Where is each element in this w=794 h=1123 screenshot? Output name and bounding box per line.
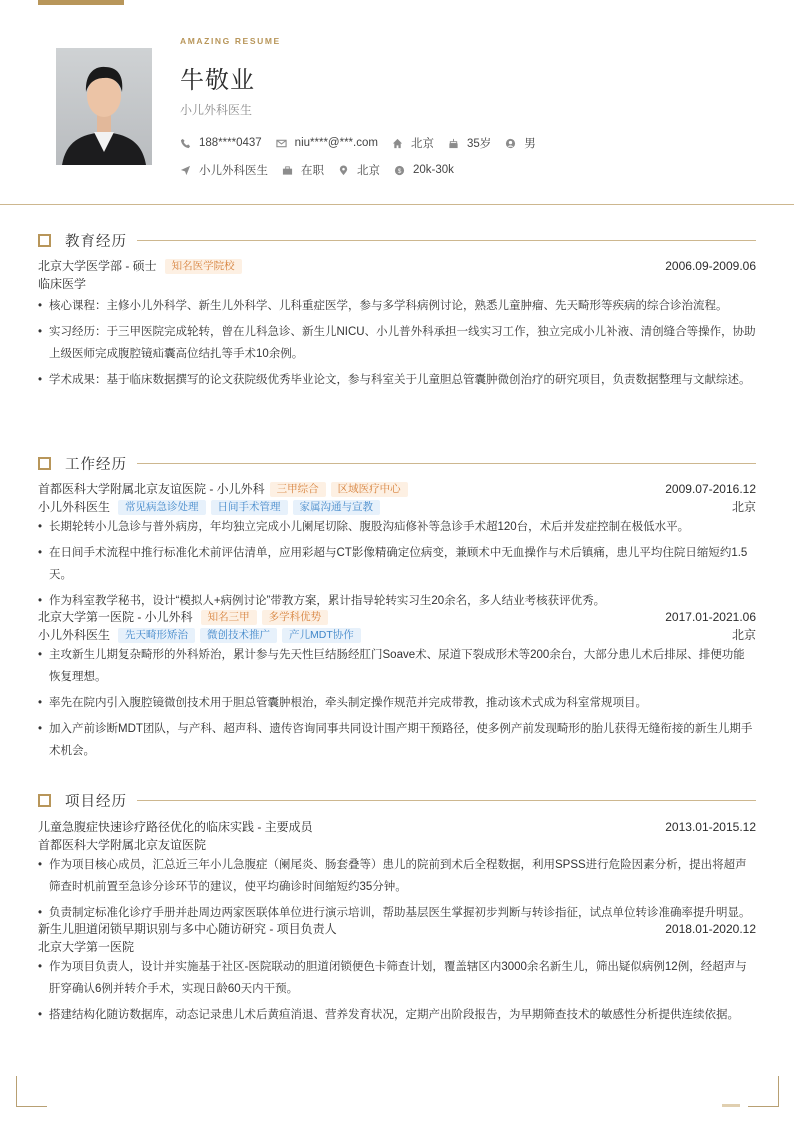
job-date: 2017.01-2021.06 (665, 610, 756, 624)
location-pin-icon (338, 165, 349, 176)
project-org-row (38, 836, 756, 854)
candidate-name: 牛敬业 (180, 67, 255, 94)
project-header-row (38, 818, 756, 836)
top-accent-bar (38, 0, 124, 5)
profile-photo (56, 48, 152, 165)
phone-info (180, 137, 262, 149)
projects-section (38, 790, 756, 1030)
work-section (38, 453, 756, 766)
job-entry (38, 608, 756, 762)
city-text: 北京 (357, 165, 380, 177)
hometown-text: 北京 (410, 138, 434, 150)
list-item: • 在日间手术流程中推行标准化术前评估清单，应用彩超与CT影像精确定位病变，兼顾术中无血操作与术后镇痛，患儿平均住院日缩短约1.5天。 (38, 542, 756, 586)
org-tag: 区域医疗中心 (331, 482, 408, 497)
intent-position-text: 小儿外科医生 (199, 165, 268, 177)
education-section (38, 230, 756, 395)
skill-tag: 先天畸形矫治 (118, 628, 195, 643)
phone-icon (180, 138, 191, 149)
list-item: • 作为项目负责人，设计并实施基于社区-医院联动的胆道闭锁便色卡筛查计划，覆盖辖区内3000余名新生儿，筛出疑似病例12例，经超声与肝穿确认6例并转介手术，实现日龄60天内干预。 (38, 956, 756, 1000)
skill-tag: 产儿MDT协作 (282, 628, 361, 643)
projects-heading (38, 790, 756, 810)
list-item: • 率先在院内引入腹腔镜微创技术用于胆总管囊肿根治，牵头制定操作规范并完成带教，推动该术式成为科室常规项目。 (38, 692, 756, 714)
corner-decoration-right (748, 1076, 779, 1107)
job-role-row (38, 498, 756, 516)
work-heading (38, 453, 756, 473)
project-bullets (38, 956, 756, 1026)
salary-text: 20k-30k (413, 164, 454, 176)
list-item: • 学术成果：基于临床数据撰写的论文获院级优秀毕业论文，参与科室关于儿童胆总管囊肿微创治疗的研究项目，负责数据整理与文献综述。 (38, 369, 756, 391)
org-tag: 多学科优势 (262, 610, 329, 625)
email-info (276, 137, 378, 149)
job-role-row (38, 626, 756, 644)
cake-icon (448, 138, 459, 149)
hometown-info (392, 135, 434, 151)
job-role: 小儿外科医生 (38, 628, 111, 642)
age-text: 35岁 (466, 138, 492, 150)
projects-title: 项目经历 (65, 793, 127, 810)
job-intent-row (180, 162, 468, 178)
job-bullets (38, 644, 756, 762)
svg-text:$: $ (397, 167, 402, 175)
page-mark (722, 1104, 740, 1107)
project-date: 2013.01-2015.12 (665, 820, 756, 834)
status-text: 在职 (301, 165, 324, 177)
gender-text: 男 (524, 138, 536, 150)
section-rule (137, 800, 756, 801)
skill-tag: 常见病急诊处理 (118, 500, 206, 515)
job-header-row (38, 480, 756, 498)
job-title: 小儿外科医生 (180, 103, 253, 117)
job-header-row (38, 608, 756, 626)
job-org: 北京大学第一医院 - 小儿外科 (38, 610, 193, 624)
section-marker-icon (38, 457, 51, 470)
city-info (338, 162, 380, 178)
section-marker-icon (38, 794, 51, 807)
job-location: 北京 (731, 628, 756, 642)
project-date: 2018.01-2020.12 (665, 922, 756, 936)
section-rule (137, 463, 756, 464)
org-tag: 三甲综合 (270, 482, 326, 497)
education-header-row (38, 257, 756, 275)
education-bullets (38, 295, 756, 391)
list-item: • 实习经历：于三甲医院完成轮转，曾在儿科急诊、新生儿NICU、小儿普外科承担一线实习工作，独立完成小儿补液、清创缝合等操作，协助上级医师完成腹腔镜疝囊高位结扎等手术10余例。 (38, 321, 756, 365)
home-icon (392, 138, 403, 149)
education-date: 2006.09-2009.06 (665, 259, 756, 273)
header-divider (0, 204, 794, 205)
list-item: • 负责制定标准化诊疗手册并赴周边两家医联体单位进行演示培训，帮助基层医生掌握初步判断与转诊指征，试点单位转诊准确率提升明显。 (38, 902, 756, 924)
project-entry (38, 818, 756, 924)
skill-tag: 家属沟通与宣教 (293, 500, 381, 515)
project-name: 儿童急腹症快速诊疗路径优化的临床实践 - 主要成员 (38, 820, 313, 834)
list-item: • 加入产前诊断MDT团队，与产科、超声科、遗传咨询同事共同设计围产期干预路径，使多例产前发现畸形的胎儿获得无缝衔接的新生儿期手术机会。 (38, 718, 756, 762)
briefcase-icon (282, 165, 293, 176)
school-name: 北京大学医学部 - 硕士 (38, 259, 157, 273)
project-name: 新生儿胆道闭锁早期识别与多中心随访研究 - 项目负责人 (38, 922, 337, 936)
section-marker-icon (38, 234, 51, 247)
education-major-row (38, 275, 756, 293)
corner-decoration-left (16, 1076, 47, 1107)
project-bullets (38, 854, 756, 924)
contact-info-row (180, 135, 550, 151)
major: 临床医学 (38, 277, 87, 291)
email-text: niu****@***.com (294, 137, 378, 149)
project-entry (38, 920, 756, 1026)
job-org: 首都医科大学附属北京友谊医院 - 小儿外科 (38, 482, 265, 496)
education-entry (38, 257, 756, 391)
age-info (448, 135, 491, 151)
intent-position-info (180, 162, 268, 178)
list-item: • 主攻新生儿期复杂畸形的外科矫治，累计参与先天性巨结肠经肛门Soave术、尿道下裂成形术等200余台，大部分患儿术后排尿、排便功能恢复理想。 (38, 644, 756, 688)
gender-icon (505, 138, 516, 149)
project-org-row (38, 938, 756, 956)
education-heading (38, 230, 756, 250)
job-location: 北京 (731, 500, 756, 514)
job-entry (38, 480, 756, 612)
send-icon (180, 165, 191, 176)
project-org: 北京大学第一医院 (38, 940, 135, 954)
status-info (282, 162, 324, 178)
section-rule (137, 240, 756, 241)
salary-icon (394, 165, 405, 176)
job-bullets (38, 516, 756, 612)
list-item: • 搭建结构化随访数据库，动态记录患儿术后黄疸消退、营养发育状况，定期产出阶段报告，为早期筛查技术的敏感性分析提供连续依据。 (38, 1004, 756, 1026)
brand-label: AMAZING RESUME (180, 36, 281, 46)
list-item: • 长期轮转小儿急诊与普外病房，年均独立完成小儿阑尾切除、腹股沟疝修补等急诊手术超120台，术后并发症控制在极低水平。 (38, 516, 756, 538)
phone-text: 188****0437 (199, 137, 262, 149)
work-title: 工作经历 (65, 456, 127, 473)
list-item: • 作为科室教学秘书，设计“模拟人+病例讨论”带教方案，累计指导轮转实习生20余名，多人结业考核获评优秀。 (38, 590, 756, 612)
job-role: 小儿外科医生 (38, 500, 111, 514)
skill-tag: 微创技术推广 (200, 628, 277, 643)
mail-icon (276, 138, 287, 149)
project-org: 首都医科大学附属北京友谊医院 (38, 838, 207, 852)
list-item: • 作为项目核心成员，汇总近三年小儿急腹症（阑尾炎、肠套叠等）患儿的院前到术后全程数据，利用SPSS进行危险因素分析，提出将超声筛查时机前置至急诊分诊环节的建议，使平均确诊时间缩短约35分钟。 (38, 854, 756, 898)
list-item: • 核心课程：主修小儿外科学、新生儿外科学、儿科重症医学，参与多学科病例讨论，熟悉儿童肿瘤、先天畸形等疾病的综合诊治流程。 (38, 295, 756, 317)
salary-info (394, 164, 454, 176)
education-title: 教育经历 (65, 233, 127, 250)
job-date: 2009.07-2016.12 (665, 482, 756, 496)
school-tag: 知名医学院校 (165, 259, 242, 274)
skill-tag: 日间手术管理 (211, 500, 288, 515)
project-header-row (38, 920, 756, 938)
org-tag: 知名三甲 (201, 610, 257, 625)
gender-info (505, 135, 536, 151)
